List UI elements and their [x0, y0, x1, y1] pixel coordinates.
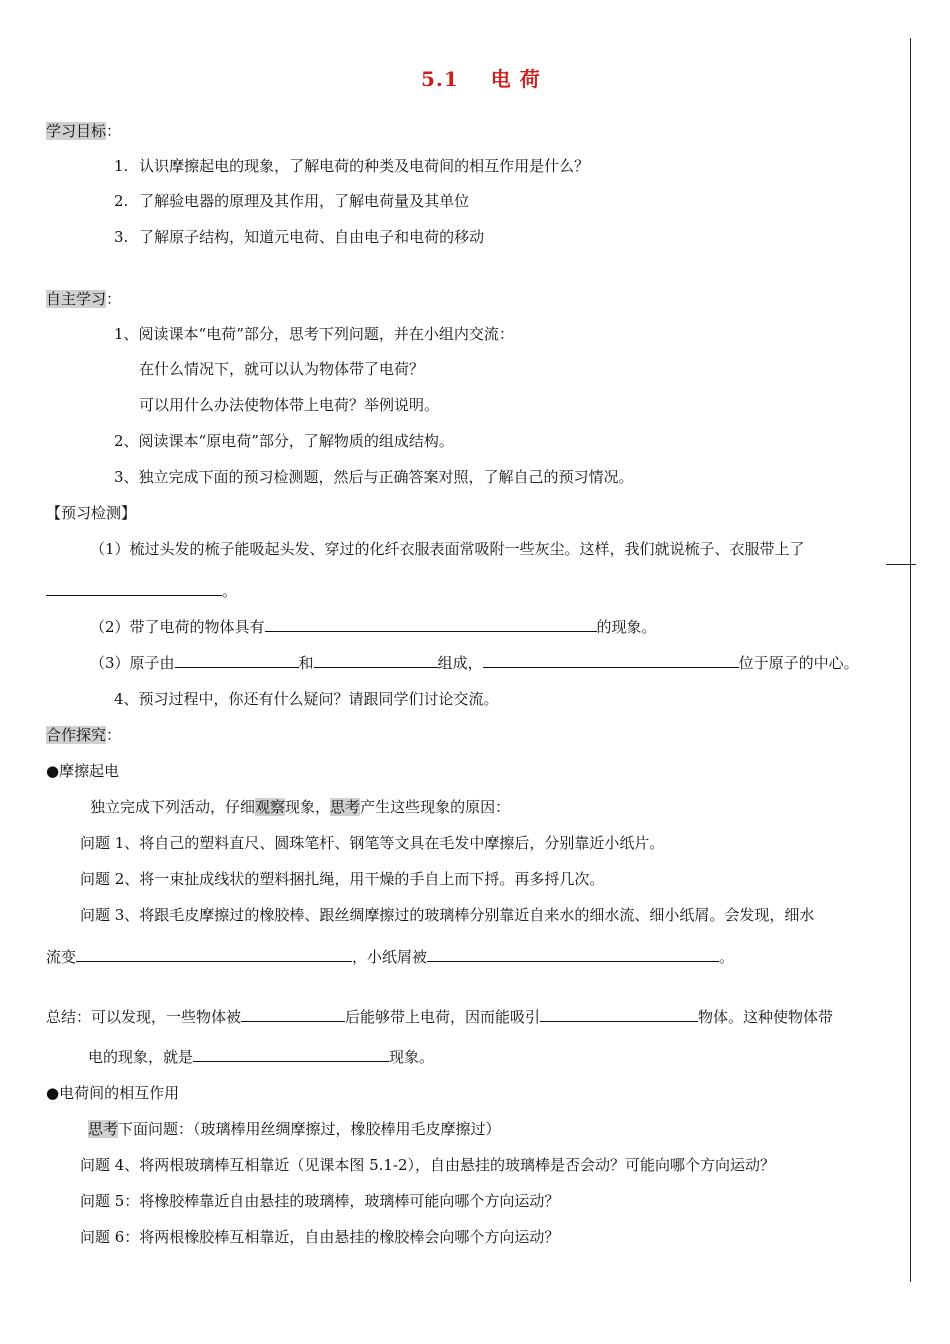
- page-title: [421, 68, 541, 90]
- q3-and: 和: [298, 654, 314, 672]
- answer-blank[interactable]: [76, 947, 352, 962]
- objective-num: 1.: [114, 157, 129, 175]
- problem-6: 问题 6：将两根橡胶棒互相靠近，自由悬挂的橡胶棒会向哪个方向运动？: [80, 1228, 560, 1246]
- sum-b: 后能够带上电荷，因而能吸引: [345, 1008, 541, 1026]
- objective-num: 3.: [114, 228, 129, 246]
- q3-start: （3）原子由: [90, 654, 175, 672]
- q2-end: 的现象。: [596, 618, 657, 636]
- self-study-line: 1、阅读课本“电荷”部分，思考下列问题，并在小组内交流：: [114, 325, 514, 343]
- preview-q2: [90, 616, 657, 638]
- right-margin-line: [910, 38, 911, 1282]
- objective-text: 了解原子结构，知道元电荷、自由电子和电荷的移动: [139, 228, 485, 246]
- objective-num: 2.: [114, 192, 129, 210]
- preview-q4: 4、预习过程中，你还有什么疑问？请跟同学们讨论交流。: [114, 690, 499, 708]
- p3b-end: 。: [719, 948, 735, 966]
- self-study-line: 3、独立完成下面的预习检测题，然后与正确答案对照，了解自己的预习情况。: [114, 468, 634, 486]
- think-highlight: 思考: [88, 1120, 119, 1138]
- answer-blank[interactable]: [265, 617, 597, 632]
- problem-4: 问题 4、将两根玻璃棒互相靠近（见课本图 5.1-2），自由悬挂的玻璃棒是否会动？可能向哪个方向运动？: [80, 1156, 776, 1174]
- coop-heading-text: 合作探究: [46, 726, 107, 744]
- preview-q3: [90, 652, 859, 674]
- intro-highlight-observe: 观察: [255, 798, 286, 816]
- answer-blank[interactable]: [175, 653, 299, 668]
- think-prompt: [88, 1118, 501, 1140]
- intro-a: 独立完成下列活动，仔细: [90, 798, 256, 816]
- self-study-line: 可以用什么办法使物体带上电荷？举例说明。: [139, 396, 440, 414]
- summary-line-1: [46, 1006, 833, 1028]
- self-study-line: 2、阅读课本“原电荷”部分，了解物质的组成结构。: [114, 432, 454, 450]
- title-number: 5.1: [421, 67, 459, 91]
- answer-blank[interactable]: [483, 653, 739, 668]
- title-text: 电 荷: [490, 67, 541, 91]
- objective-text: 认识摩擦起电的现象，了解电荷的种类及电荷间的相互作用是什么？: [139, 157, 590, 175]
- objective-item: [114, 155, 589, 177]
- q2-start: （2）带了电荷的物体具有: [90, 618, 265, 636]
- problem-3: 问题 3、将跟毛皮摩擦过的橡胶棒、跟丝绸摩擦过的玻璃棒分别靠近自来水的细水流、细小纸屑。会发现，细水: [80, 906, 815, 924]
- self-study-colon: ：: [106, 290, 122, 308]
- problem-1: 问题 1、将自己的塑料直尺、圆珠笔杆、钢笔等文具在毛发中摩擦后，分别靠近小纸片。: [80, 834, 665, 852]
- preview-q1-continued: [46, 580, 237, 602]
- q3-end: 位于原子的中心。: [738, 654, 859, 672]
- q3-comp: 组成，: [437, 654, 483, 672]
- objectives-colon: ：: [106, 122, 122, 140]
- objectives-heading-text: 学习目标: [46, 122, 107, 140]
- preview-test-heading: 【预习检测】: [46, 504, 137, 522]
- answer-blank[interactable]: [540, 1007, 698, 1022]
- answer-blank[interactable]: [193, 1047, 389, 1062]
- preview-q1: （1）梳过头发的梳子能吸起头发、穿过的化纤衣服表面常吸附一些灰尘。这样，我们就说梳子、衣服带上了: [90, 540, 805, 558]
- sum-c: 物体。这种使物体带: [698, 1008, 834, 1026]
- answer-blank[interactable]: [46, 581, 222, 596]
- objectives-heading: [46, 120, 121, 142]
- problem-3-continued: [46, 946, 734, 968]
- self-study-line: 在什么情况下，就可以认为物体带了电荷？: [139, 360, 425, 378]
- answer-blank-q1-continued: [886, 564, 916, 565]
- self-study-heading-text: 自主学习: [46, 290, 107, 308]
- coop-heading: [46, 724, 121, 746]
- summary-line-2: [88, 1046, 434, 1068]
- intro-c: 产生这些现象的原因：: [360, 798, 511, 816]
- p3b-start: 流变: [46, 948, 77, 966]
- sum-a: 总结：可以发现，一些物体被: [46, 1008, 242, 1026]
- answer-blank[interactable]: [427, 947, 719, 962]
- sum2-b: 现象。: [389, 1048, 435, 1066]
- self-study-heading: [46, 288, 121, 310]
- objective-text: 了解验电器的原理及其作用，了解电荷量及其单位: [139, 192, 470, 210]
- coop-colon: ：: [106, 726, 122, 744]
- problem-2: 问题 2、将一束扯成线状的塑料捆扎绳，用干燥的手自上而下捋。再多捋几次。: [80, 870, 605, 888]
- objective-item: [114, 190, 469, 212]
- coop-intro: [90, 796, 510, 818]
- objective-item: [114, 226, 484, 248]
- q1-end: 。: [222, 582, 238, 600]
- think-rest: 下面问题：（玻璃棒用丝绸摩擦过，橡胶棒用毛皮摩擦过）: [118, 1120, 501, 1138]
- section-friction-charging: ●摩擦起电: [46, 762, 120, 780]
- intro-b: 现象，: [285, 798, 331, 816]
- p3b-mid: ，小纸屑被: [352, 948, 428, 966]
- sum2-a: 电的现象，就是: [88, 1048, 194, 1066]
- intro-highlight-think: 思考: [330, 798, 361, 816]
- problem-5: 问题 5：将橡胶棒靠近自由悬挂的玻璃棒，玻璃棒可能向哪个方向运动？: [80, 1192, 560, 1210]
- section-charge-interaction: ●电荷间的相互作用: [46, 1084, 180, 1102]
- answer-blank[interactable]: [314, 653, 438, 668]
- answer-blank[interactable]: [241, 1007, 345, 1022]
